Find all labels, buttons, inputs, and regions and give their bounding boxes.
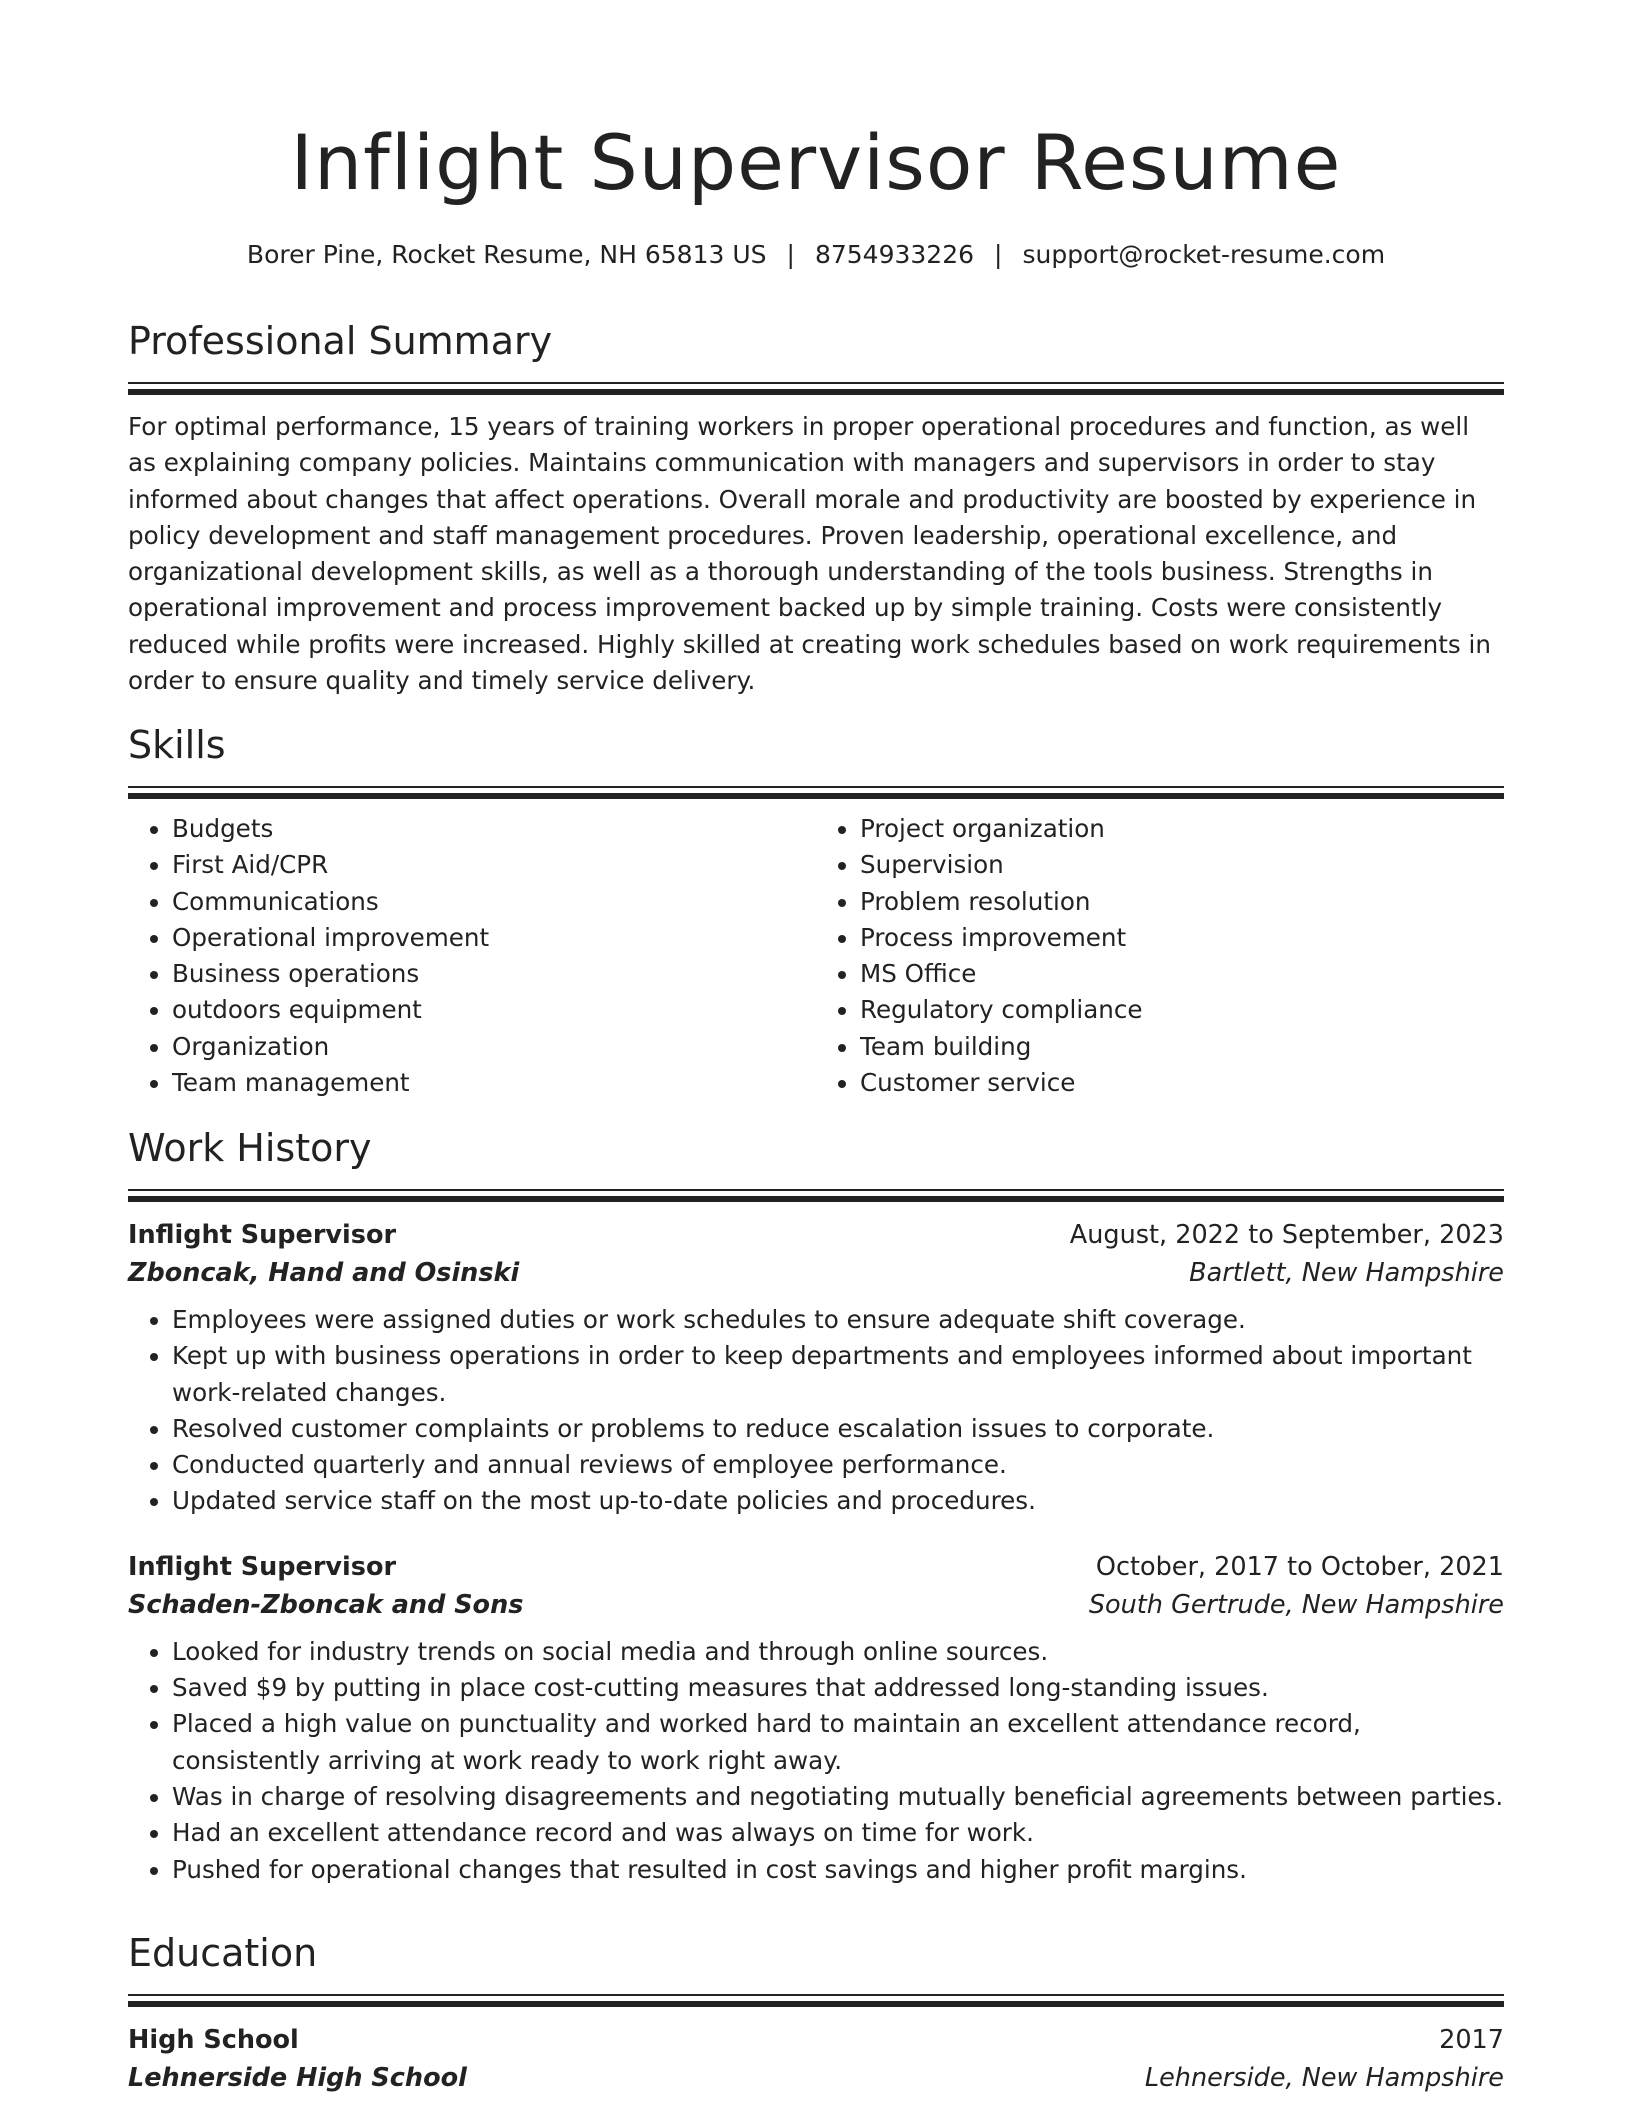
section-divider <box>128 1196 1504 1202</box>
job-title: Inflight Supervisor <box>128 1220 397 1250</box>
job-bullet: • Employees were assigned duties or work schedules to ensure adequate shift coverage. <box>172 1302 1504 1338</box>
education-school: Lehnerside High School <box>128 2063 467 2093</box>
job-company: Schaden-Zboncak and Sons <box>128 1589 524 1620</box>
skill-item: • Project organization <box>860 811 1504 847</box>
contact-separator: | <box>994 240 1003 269</box>
work-history-section <box>128 1125 1504 1888</box>
skill-item: • Business operations <box>172 956 816 992</box>
job-company: Zboncak, Hand and Osinski <box>128 1258 520 1288</box>
skill-item: • outdoors equipment <box>172 992 816 1028</box>
section-divider <box>128 1189 1504 1191</box>
resume-title: Inflight Supervisor Resume <box>290 118 1342 207</box>
section-divider <box>128 1994 1504 1996</box>
skill-item: • Communications <box>172 884 816 920</box>
summary-text: For optimal performance, 15 years of training workers in proper operational procedures and function, as well as explaining company policies. Maintains communication with managers and supervisors in order to stay informed about changes that affect operations. Overall morale and productivity are boosted by experience in policy development and staff management procedures. Proven leadership, operational excellence, and organizational development skills, as well as a thorough understanding of the tools business. Strengths in operational improvement and process improvement backed up by simple training. Costs were consistently reduced while profits were increased. Highly skilled at creating work schedules based on work requirements in order to ensure quality and timely service delivery. <box>128 412 1491 696</box>
summary-heading: Professional Summary <box>128 319 553 363</box>
job-bullet: • Updated service staff on the most up-to-date policies and procedures. <box>172 1483 1504 1519</box>
job-title: Inflight Supervisor <box>128 1551 397 1582</box>
job-bullet: • Looked for industry trends on social media and through online sources. <box>172 1634 1504 1670</box>
job-bullet: • Placed a high value on punctuality and worked hard to maintain an excellent attendance record, consistently arriving at work ready to work right away. <box>172 1706 1504 1779</box>
skill-item: • Process improvement <box>860 920 1504 956</box>
skill-item: • Budgets <box>172 811 816 847</box>
skill-item: • Problem resolution <box>860 884 1504 920</box>
section-divider <box>128 382 1504 384</box>
skill-item: • MS Office <box>860 956 1504 992</box>
job-bullet: • Kept up with business operations in order to keep departments and employees informed about important work-related changes. <box>172 1338 1504 1411</box>
summary-section <box>128 318 1504 699</box>
section-divider <box>128 786 1504 788</box>
job-entry <box>128 1216 1504 1520</box>
education-degree: High School <box>128 2025 299 2055</box>
contact-phone: 8754933226 <box>814 240 975 269</box>
job-bullet: • Had an excellent attendance record and was always on time for work. <box>172 1815 1504 1851</box>
job-bullet: • Was in charge of resolving disagreements and negotiating mutually beneficial agreements between parties. <box>172 1779 1504 1815</box>
section-divider <box>128 389 1504 395</box>
contact-line <box>0 240 1632 269</box>
work-history-heading: Work History <box>128 1126 372 1170</box>
job-location: Bartlett, New Hampshire <box>1189 1258 1504 1288</box>
skills-column-left <box>128 811 816 1101</box>
skill-item: • Regulatory compliance <box>860 992 1504 1028</box>
education-location: Lehnerside, New Hampshire <box>1144 2063 1504 2093</box>
skills-list <box>128 811 1504 1101</box>
skill-item: • First Aid/CPR <box>172 847 816 883</box>
job-location: South Gertrude, New Hampshire <box>1088 1589 1504 1620</box>
skill-item: • Organization <box>172 1029 816 1065</box>
skill-item: • Team management <box>172 1065 816 1101</box>
skill-item: • Supervision <box>860 847 1504 883</box>
job-dates: August, 2022 to September, 2023 <box>1069 1220 1504 1250</box>
section-divider <box>128 793 1504 799</box>
education-section <box>128 1930 1504 2097</box>
job-bullets <box>128 1634 1504 1888</box>
job-bullet: • Pushed for operational changes that resulted in cost savings and higher profit margins. <box>172 1852 1504 1888</box>
education-entry <box>128 2021 1504 2097</box>
job-entry <box>128 1548 1504 1888</box>
job-bullet: • Saved $9 by putting in place cost-cutting measures that addressed long-standing issues. <box>172 1670 1504 1706</box>
skills-heading: Skills <box>128 723 226 767</box>
education-heading: Education <box>128 1931 318 1975</box>
contact-separator: | <box>786 240 795 269</box>
contact-address: Borer Pine, Rocket Resume, NH 65813 US <box>246 240 767 269</box>
skills-section <box>128 722 1504 1101</box>
skill-item: • Customer service <box>860 1065 1504 1101</box>
section-divider <box>128 2001 1504 2007</box>
job-dates: October, 2017 to October, 2021 <box>1095 1551 1504 1582</box>
skill-item: • Operational improvement <box>172 920 816 956</box>
job-bullets <box>128 1302 1504 1520</box>
contact-email: support@rocket-resume.com <box>1022 240 1386 269</box>
skills-column-right <box>816 811 1504 1101</box>
job-bullet: • Resolved customer complaints or problems to reduce escalation issues to corporate. <box>172 1411 1504 1447</box>
education-year: 2017 <box>1439 2025 1504 2055</box>
skill-item: • Team building <box>860 1029 1504 1065</box>
job-bullet: • Conducted quarterly and annual reviews of employee performance. <box>172 1447 1504 1483</box>
